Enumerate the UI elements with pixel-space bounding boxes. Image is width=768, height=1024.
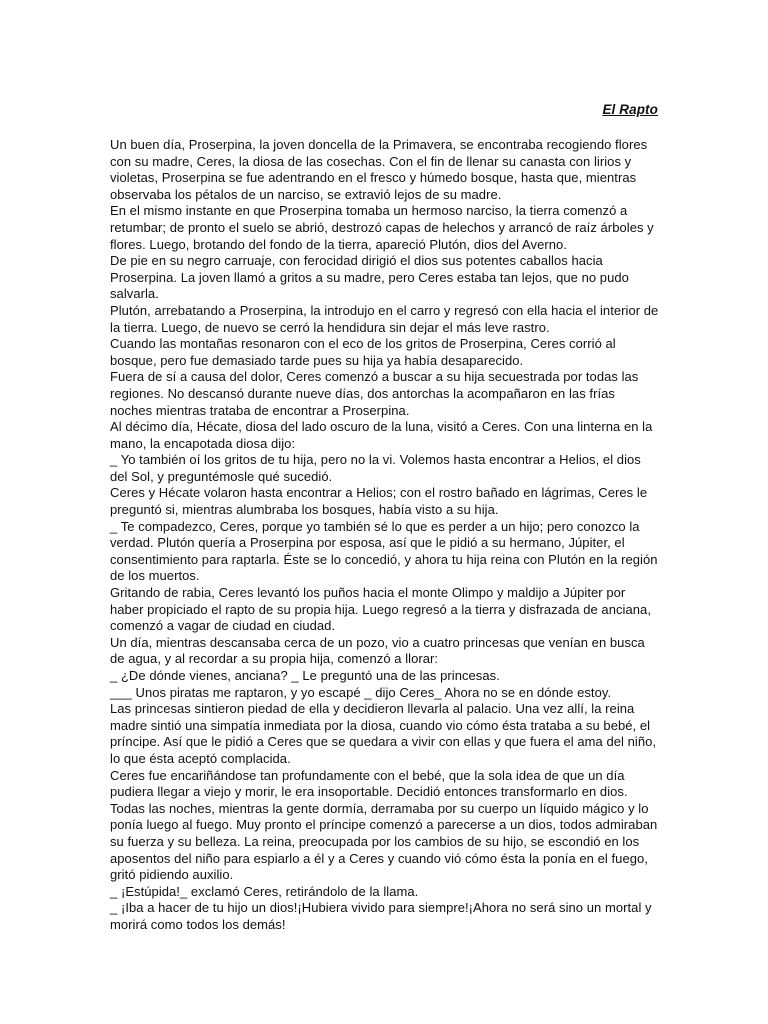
dialogue-line: _ Te compadezco, Ceres, porque yo también sé lo que es perder a un hijo; pero conozco la verdad. Plutón quería a Proserpina por esposa, así que le pidió a su hermano, Júpiter, el consentimiento para raptarla. Éste se lo concedió, y ahora tu hija reina con Plutón en la región de los muertos. — [110, 518, 658, 584]
paragraph: Cuando las montañas resonaron con el eco de los gritos de Proserpina, Ceres corrió al bosque, pero fue demasiado tarde pues su hija ya había desaparecido. — [110, 336, 616, 368]
paragraph: Las princesas sintieron piedad de ella y decidieron llevarla al palacio. Una vez allí, la reina madre sintió una simpatía inmediata por la diosa, cuando vio cómo ésta trataba a su bebé, el príncipe. Así que le pidió a Ceres que se quedara a vivir con ellas y que fuera el ama del niño, lo que ésta aceptó complacida. — [110, 701, 657, 766]
dialogue-line: _ ¿De dónde vienes, anciana? _ Le preguntó una de las princesas. — [110, 668, 500, 683]
paragraph: Al décimo día, Hécate, diosa del lado oscuro de la luna, visitó a Ceres. Con una linterna en la mano, la encapotada diosa dijo: — [110, 419, 653, 451]
dialogue-line: _ ¡Iba a hacer de tu hijo un dios!¡Hubiera vivido para siempre!¡Ahora no será sino un mortal y morirá como todos los demás! — [110, 900, 652, 932]
dialogue-line: _ ¡Estúpida!_ exclamó Ceres, retirándolo de la llama. — [110, 883, 419, 899]
document-body — [110, 137, 660, 934]
paragraph: Un día, mientras descansaba cerca de un pozo, vio a cuatro princesas que venían en busca de agua, y al recordar a su propia hija, comenzó a llorar: — [110, 634, 645, 667]
paragraph: En el mismo instante en que Proserpina tomaba un hermoso narciso, la tierra comenzó a retumbar; de pronto el suelo se abrió, destrozó capas de helechos y arrancó de raíz árboles y flores. Luego, brotando del fondo de la tierra, apareció Plutón, dios del Averno. — [110, 203, 654, 252]
paragraph: Ceres y Hécate volaron hasta encontrar a Helios; con el rostro bañado en lágrimas, Ceres le preguntó si, mientras alumbraba los bosques, había visto a su hija. — [110, 485, 648, 518]
paragraph: Plutón, arrebatando a Proserpina, la introdujo en el carro y regresó con ella hacia el interior de la tierra. Luego, de nuevo se cerró la hendidura sin dejar el más leve rastro. — [110, 302, 659, 335]
paragraph: Fuera de sí a causa del dolor, Ceres comenzó a buscar a su hija secuestrada por todas las regiones. No descansó durante nueve días, dos antorchas la acompañaron en las frías noches mientras trataba de encontrar a Proserpina. — [110, 369, 639, 418]
paragraph: De pie en su negro carruaje, con ferocidad dirigió el dios sus potentes caballos hacia Proserpina. La joven llamó a gritos a su madre, pero Ceres estaba tan lejos, que no pudo salvarla. — [110, 253, 629, 302]
dialogue-line: _ Yo también oí los gritos de tu hija, pero no la vi. Volemos hasta encontrar a Helios, el dios del Sol, y preguntémosle qué sucedió. — [110, 452, 641, 484]
title-row — [110, 101, 658, 123]
paragraph: Un buen día, Proserpina, la joven doncella de la Primavera, se encontraba recogiendo flores con su madre, Ceres, la diosa de las cosechas. Con el fin de llenar su canasta con lirios y violetas, Proserpina se fue adentrando en el fresco y húmedo bosque, hasta que, mientras observaba los pétalos de un narciso, se extravió lejos de su madre. — [110, 137, 648, 202]
paragraph: Ceres fue encariñándose tan profundamente con el bebé, que la sola idea de que un día pudiera llegar a viejo y morir, le era insoportable. Decidió entonces transformarlo en dios. Todas las noches, mientras la gente dormía, derramaba por su cuerpo un líquido mágico y lo ponía luego al fuego. Muy pronto el príncipe comenzó a parecerse a un dios, todos admiraban su fuerza y su belleza. La reina, preocupada por los cambios de su hijo, se escondió en los aposentos del niño para espiarlo a él y a Ceres y cuando vió cómo ésta la ponía en el fuego, gritó pidiendo auxilio. — [110, 767, 658, 883]
paragraph: Gritando de rabia, Ceres levantó los puños hacia el monte Olimpo y maldijo a Júpiter por haber propiciado el rapto de su propia hija. Luego regresó a la tierra y disfrazada de anciana, comenzó a vagar de ciudad en ciudad. — [110, 585, 651, 634]
dialogue-line: ___ Unos piratas me raptaron, y yo escapé _ dijo Ceres_ Ahora no se en dónde estoy. — [110, 684, 612, 700]
document-title: El Rapto — [602, 102, 658, 117]
